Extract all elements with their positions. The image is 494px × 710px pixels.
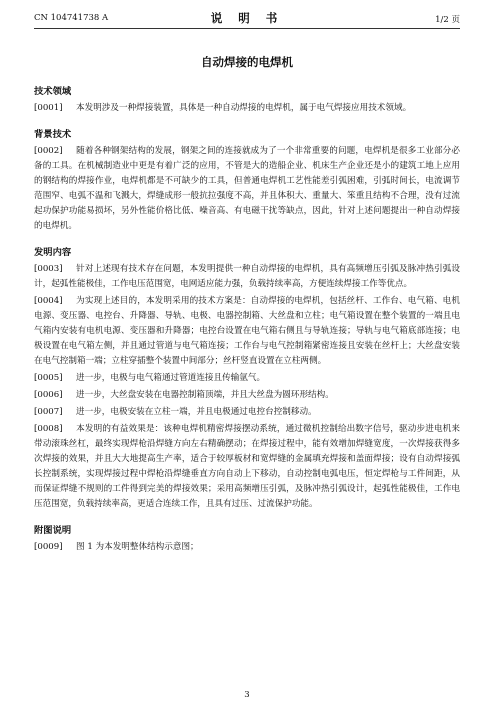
paragraph-text: 本发明的有益效果是：该种电焊机精密焊接摆动系统，通过微机控制给出数字信号，驱动步进电机来带动滚珠丝杠，最终实现焊枪沿焊缝方向左右精确摆动；在焊接过程中，能有效增加焊缝宽度，一次焊接获得多次焊接的效果，并且大大地提高生产率，适合于较厚板材和宽焊缝的金属填充焊接和盖面焊接；设有自动焊接弧长控制系统，实现焊接过程中焊枪沿焊缝垂直方向自动上下移动，自动控制电弧电压，恒定焊枪与工件间距，从而保证焊缝不规则的工件得到完美的焊接效果；采用高频增压引弧，及脉冲热引弧设计，起弧性能极佳，工作电压范围宽，负载持续率高，更适合连续工作，且具有过压、过流保护功能。 — [34, 424, 460, 509]
paragraph-text: 针对上述现有技术存在问题，本发明提供一种自动焊接的电焊机，具有高频增压引弧及脉冲热引弧设计，起弧性能极佳，工作电压范围宽，电网适应能力强，负载持续率高，方便连续焊接工作等优点。 — [34, 264, 460, 289]
paragraph-text: 本发明涉及一种焊接装置，具体是一种自动焊接的电焊机，属于电气焊接应用技术领域。 — [76, 103, 412, 113]
document-body — [34, 84, 460, 555]
page-indicator: 1/2 页 — [435, 15, 460, 25]
paragraph — [34, 371, 460, 386]
paragraph — [34, 294, 460, 369]
doc-number: CN 104741738 A — [34, 13, 109, 23]
paragraph — [34, 144, 460, 234]
paragraph — [34, 101, 460, 116]
page-header — [34, 10, 460, 26]
paragraph — [34, 540, 460, 555]
section-heading: 发明内容 — [34, 247, 72, 258]
paragraph — [34, 405, 460, 420]
paragraph-number: [0006] — [34, 390, 63, 400]
paragraph-text: 图 1 为本发明整体结构示意图； — [76, 542, 199, 552]
paragraph — [34, 422, 460, 512]
document-title: 自动焊接的电焊机 — [201, 55, 293, 69]
paragraph-number: [0005] — [34, 373, 63, 383]
paragraph-number: [0008] — [34, 424, 63, 434]
section-heading: 技术领域 — [34, 86, 72, 97]
header-rule — [34, 28, 460, 29]
paragraph-text: 进一步，电极与电气箱通过管道连接且传输氩气。 — [76, 373, 266, 383]
paragraph-text: 进一步，电极安装在立柱一端，并且电极通过电控台控制移动。 — [76, 407, 317, 417]
paragraph-number: [0002] — [34, 146, 63, 156]
paragraph-text: 随着各种钢架结构的发展，钢架之间的连接就成为了一个非常重要的问题，电焊机是很多工业部分必备的工具。在机械制造业中更是有着广泛的应用，不管是大的造船企业、机床生产企业还是小的建筑工地上应用的钢结构的焊接作业，电焊机都是不可缺少的工具，但普通电焊机工艺性能差引弧困难，引弧时间长，电流调节范围窄、电弧不温和飞溅大，焊缝成形一般抗拉强度不高，并且体积大、重量大、笨重且结构不合理，没有过流起功保护功能易损坏，另外性能价格比低、噪音高、有电磁干扰等缺点，因此，针对上述问题提出一种自动焊接的电焊机。 — [34, 146, 460, 231]
paragraph-number: [0007] — [34, 407, 63, 417]
paragraph-number: [0003] — [34, 264, 63, 274]
paragraph-number: [0001] — [34, 103, 63, 113]
paragraph-number: [0004] — [34, 296, 63, 306]
section-heading: 附图说明 — [34, 525, 72, 536]
section-heading: 背景技术 — [34, 129, 72, 140]
paragraph-text: 进一步，大丝盘安装在电器控制箱顶端，并且大丝盘为圆环形结构。 — [76, 390, 334, 400]
paragraph — [34, 262, 460, 292]
paragraph-number: [0009] — [34, 542, 63, 552]
doc-type: 说 明 书 — [210, 11, 284, 25]
page-number: 3 — [244, 690, 250, 700]
paragraph-text: 为实现上述目的，本发明采用的技术方案是：自动焊接的电焊机，包括丝杆、工作台、电气箱、电机电源、变压器、电控台、升降器、导轨、电极、电器控制箱、大丝盘和立柱；电气箱设置在整个装置的一端且电气箱内安装有电机电源、变压器和升降器；电控台设置在电气箱右侧且与导轨连接；导轨与电气箱底部连接；电极设置在电气箱左侧，并且通过管道与电气箱连接；工作台与电气控制箱紧密连接且安装在丝杆上；大丝盘安装在电气控制箱一端；立柱穿插整个装置中间部分；丝杆竖直设置在立柱两侧。 — [34, 296, 460, 366]
paragraph — [34, 388, 460, 403]
